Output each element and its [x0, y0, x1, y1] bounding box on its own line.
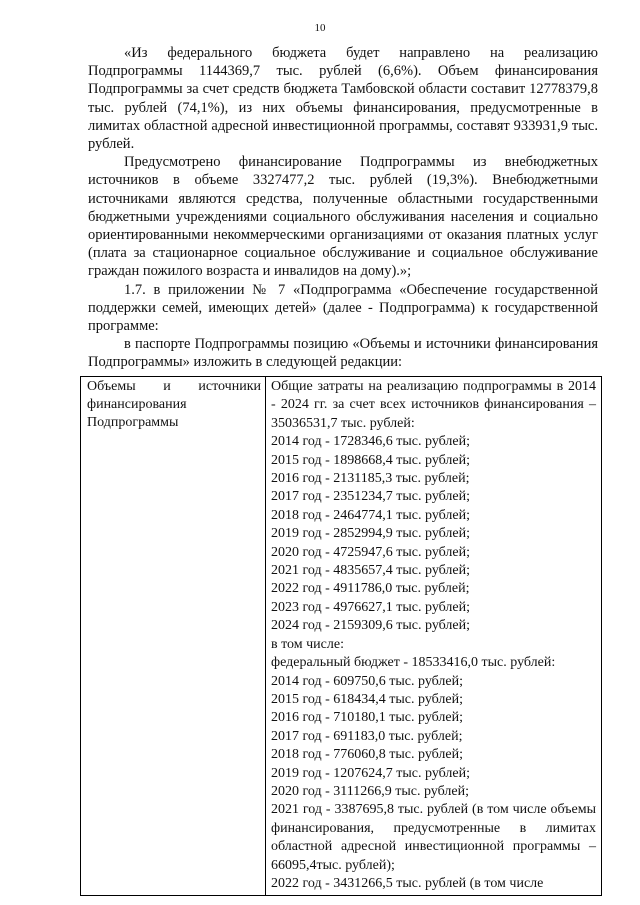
table-line: 2017 год - 2351234,7 тыс. рублей; [271, 489, 471, 505]
table-line: 2024 год - 2159309,6 тыс. рублей; [271, 618, 471, 634]
table-line: 2019 год - 1207624,7 тыс. рублей; [271, 765, 471, 781]
table-line: 2021 год - 4835657,4 тыс. рублей; [271, 563, 471, 579]
table-line: 2016 год - 2131185,3 тыс. рублей; [271, 471, 470, 487]
paragraph-appendix-7: 1.7. в приложении № 7 «Подпрограмма «Обеспечение государственной поддержки семей, имеющих детей» (далее - Подпрограмма) к государственной программе: [88, 281, 598, 335]
table-line-2022: 2022 год - 3431266,5 тыс. рублей (в том числе [271, 875, 544, 891]
table-line: федеральный бюджет - 18533416,0 тыс. рублей: [271, 655, 556, 671]
table-line: 2018 год - 776060,8 тыс. рублей; [271, 747, 464, 763]
table-line: 2020 год - 3111266,9 тыс. рублей; [271, 783, 469, 799]
table-line-total: Общие затраты на реализацию подпрограммы в 2014 - 2024 гг. за счет всех источников финансирования – 35036531,7 тыс. рублей: [271, 379, 596, 431]
table-line: в том числе: [271, 636, 344, 652]
document-body [88, 44, 598, 372]
table-line: 2020 год - 4725947,6 тыс. рублей; [271, 544, 471, 560]
table-line: 2023 год - 4976627,1 тыс. рублей; [271, 599, 471, 615]
table-line: 2014 год - 609750,6 тыс. рублей; [271, 673, 464, 689]
table-left-cell: Объемы и источники финансирования Подпрограммы [81, 377, 266, 895]
table-line: 2022 год - 4911786,0 тыс. рублей; [271, 581, 470, 597]
table-line: 2015 год - 1898668,4 тыс. рублей; [271, 452, 471, 468]
paragraph-federal-budget: «Из федерального бюджета будет направлено на реализацию Подпрограммы 1144369,7 тыс. рублей (6,6%). Объем финансирования Подпрограммы за счет средств бюджета Тамбовской области составит 12778379,8 тыс. рублей (74,1%), из них объемы финансирования, предусмотренные в лимитах областной адресной инвестиционной программы, составят 933931,9 тыс. рублей. [88, 45, 598, 153]
page-number: 10 [314, 22, 326, 34]
financing-table [80, 376, 602, 896]
paragraph-extrabudgetary: Предусмотрено финансирование Подпрограммы из внебюджетных источников в объеме 3327477,2 тыс. рублей (19,3%). Внебюджетными источниками являются средства, полученные областными государственными бюджетными учреждениями социального обслуживания населения и социально ориентированными некоммерческими организациями от оказания платных услуг (плата за стационарное социальное обслуживание и социальное обслуживание граждан пожилого возраста и инвалидов на дому).»; [88, 154, 598, 280]
table-line: 2017 год - 691183,0 тыс. рублей; [271, 728, 463, 744]
paragraph-passport-instruction: в паспорте Подпрограммы позицию «Объемы и источники финансирования Подпрограммы» изложить в следующей редакции: [88, 336, 598, 371]
table-line: 2016 год - 710180,1 тыс. рублей; [271, 710, 464, 726]
table-line: 2015 год - 618434,4 тыс. рублей; [271, 691, 464, 707]
table-line: 2018 год - 2464774,1 тыс. рублей; [271, 507, 471, 523]
table-line: 2014 год - 1728346,6 тыс. рублей; [271, 434, 471, 450]
table-line-2021: 2021 год - 3387695,8 тыс. рублей (в том числе объемы финансирования, предусмотренные в лимитах областной адресной инвестиционной программы – 66095,4тыс. рублей); [271, 802, 596, 873]
table-line: 2019 год - 2852994,9 тыс. рублей; [271, 526, 471, 542]
table-right-cell [270, 377, 600, 893]
